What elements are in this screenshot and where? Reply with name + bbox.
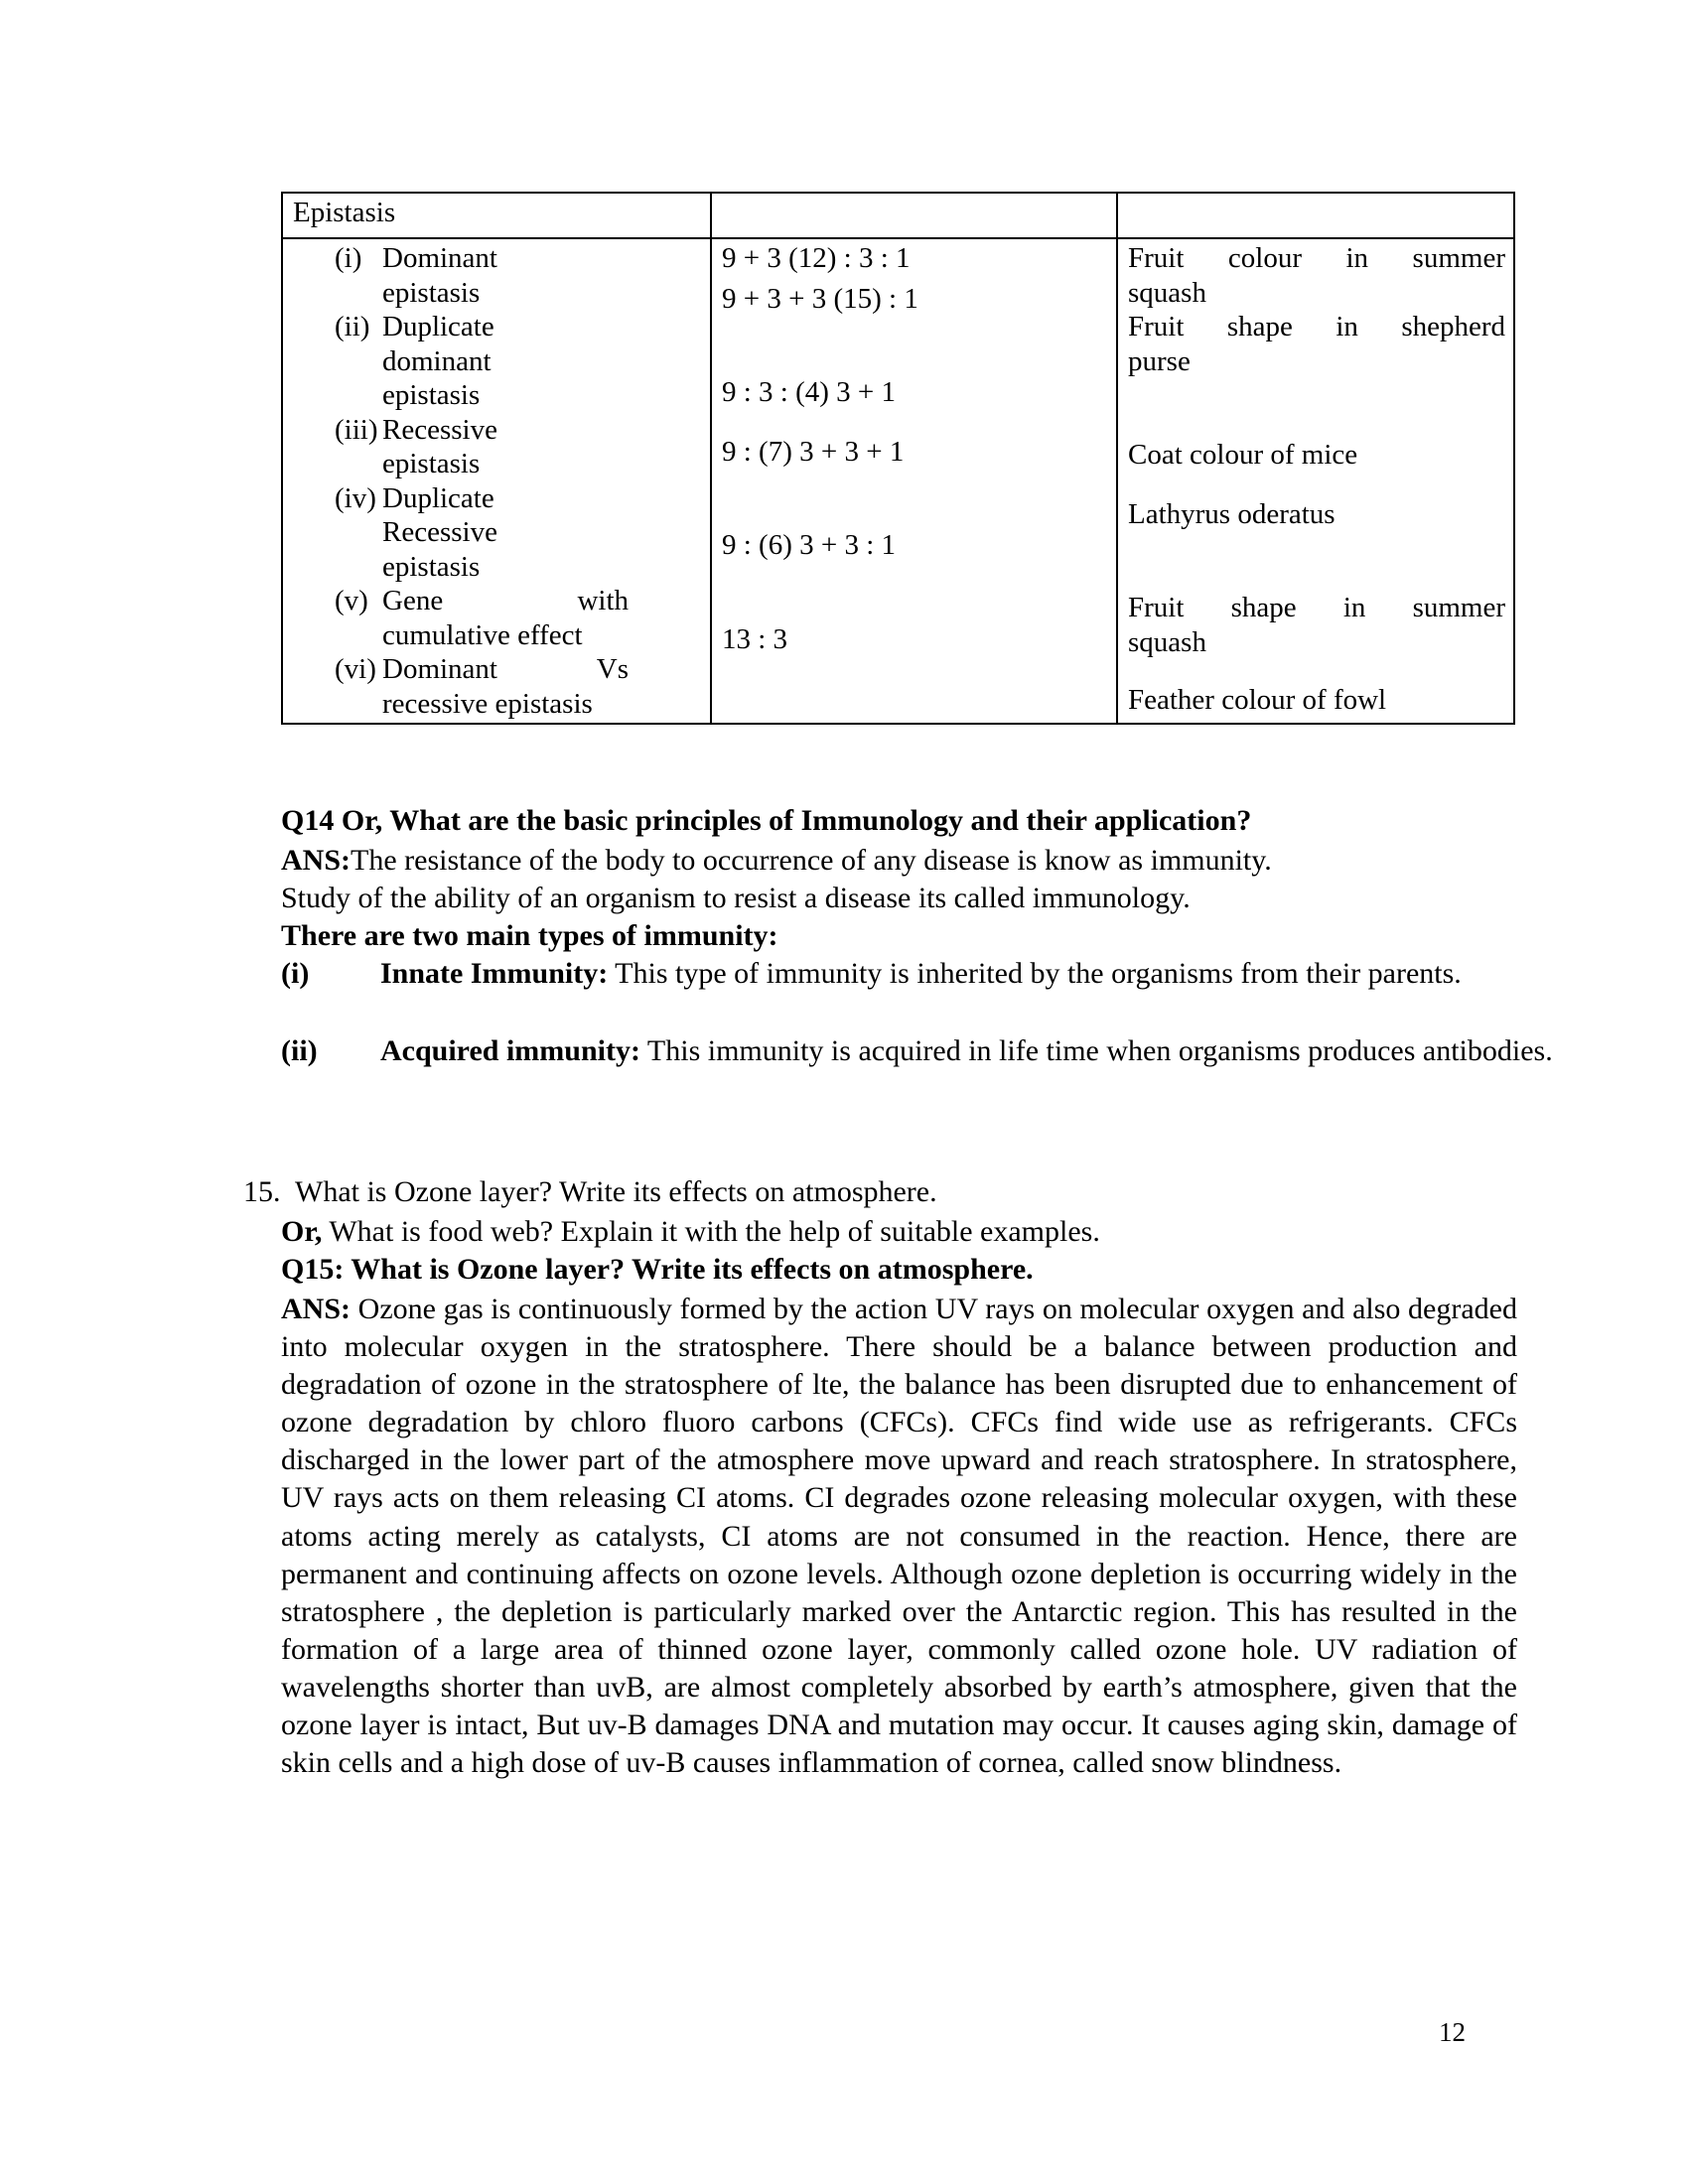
example-line1: Fruit colour in summer (1128, 242, 1505, 274)
row-label (382, 652, 629, 721)
row-label (382, 584, 629, 652)
q15-answer (281, 1291, 1517, 1782)
ratio-value: 9 : (6) 3 + 3 : 1 (722, 529, 897, 561)
row-label-line1: Dominant (382, 242, 497, 274)
example-value (1128, 473, 1505, 532)
table-header-cell-epistasis (282, 193, 711, 238)
row-entry-iv (293, 481, 702, 585)
row-label-line1b: with (577, 585, 629, 616)
example-line2: squash (1128, 276, 1206, 309)
example-line2: purse (1128, 344, 1191, 377)
ratio-value: 9 + 3 + 3 (15) : 1 (722, 282, 918, 315)
row-label-line1: Gene (382, 585, 444, 616)
q15-numbered-question (243, 1173, 1529, 1211)
row-number: (ii) (335, 311, 370, 342)
list-item-marker: (i) (281, 957, 310, 990)
row-number: (v) (335, 585, 368, 616)
list-item-term: Acquired immunity: (380, 1034, 640, 1067)
example-line1: Feather colour of fowl (1128, 684, 1387, 716)
row-number: (vi) (335, 653, 376, 685)
epistasis-table (281, 192, 1515, 725)
example-line1: Lathyrus oderatus (1128, 497, 1336, 530)
row-label-line3: epistasis (382, 379, 481, 411)
list-item (281, 955, 1617, 993)
example-value (1128, 310, 1505, 378)
ratio-value: 9 + 3 (12) : 3 : 1 (722, 242, 911, 274)
immunity-types-heading: There are two main types of immunity: (281, 919, 778, 952)
list-item-text: This immunity is acquired in life time when organisms produces antibodies. (639, 1034, 1553, 1067)
row-label-line1: Duplicate (382, 311, 494, 342)
row-label-line2: Recessive (382, 516, 497, 548)
list-item-marker: (ii) (281, 1034, 318, 1067)
row-label-line2: dominant (382, 344, 492, 377)
q15-alternate-question (281, 1213, 1517, 1251)
row-label (382, 310, 629, 413)
page-number: 12 (1439, 2017, 1466, 2047)
example-line2: squash (1128, 625, 1206, 658)
example-value (1128, 378, 1505, 473)
row-label (382, 481, 629, 585)
row-label (382, 241, 629, 310)
row-label-line1: Dominant (382, 653, 497, 685)
row-entry-iii (293, 413, 702, 481)
ratio-value: 9 : 3 : (4) 3 + 1 (722, 376, 897, 408)
or-text: What is food web? Explain it with the help of suitable examples. (322, 1215, 1100, 1248)
ratio-value: 9 : (7) 3 + 3 + 1 (722, 435, 905, 468)
q14-answer-line1 (281, 842, 1517, 880)
table-row (282, 238, 1514, 724)
table-cell-name (282, 238, 711, 724)
table-cell-ratios (711, 238, 1117, 724)
example-line1: Fruit shape in shepherd (1128, 311, 1505, 342)
q14-question: Q14 Or, What are the basic principles of Immunology and their application? (281, 804, 1252, 837)
ans-label: ANS: (281, 844, 352, 877)
example-line1: Coat colour of mice (1128, 439, 1358, 471)
list-item (281, 1032, 1617, 1070)
ans-text: The resistance of the body to occurrence of any disease is know as immunity. (351, 844, 1272, 877)
row-label-line3: epistasis (382, 550, 481, 583)
q15-number: 15. (243, 1175, 281, 1208)
list-item-text: This type of immunity is inherited by the organisms from their parents. (608, 957, 1462, 990)
table-header-row (282, 193, 1514, 238)
table-header-cell-example (1117, 193, 1514, 238)
row-label-line1: Recessive (382, 413, 497, 446)
example-line1: Fruit shape in summer (1128, 592, 1505, 623)
row-number: (i) (335, 242, 362, 274)
row-label-line1b: Vs (596, 653, 629, 685)
ans-text: Ozone gas is continuously formed by the action UV rays on molecular oxygen and also degraded into molecular oxygen in the stratosphere. There should be a balance between production and degradation of ozone in the stratosphere of lte, the balance has been disrupted due to enhancement of ozone degradation by chloro fluoro carbons (CFCs). CFCs find wide use as refrigerants. CFCs discharged in the lower part of the atmosphere move upward and reach stratosphere. In stratosphere, UV rays acts on them releasing CI atoms. CI degrades ozone releasing molecular oxygen, with these atoms acting merely as catalysts, CI atoms are not consumed in the reaction. Hence, there are permanent and continuing affects on ozone levels. Although ozone depletion is occurring widely in the stratosphere , the depletion is particularly marked over the Antarctic region. This has resulted in the formation of a large area of thinned ozone layer, commonly called ozone hole. UV radiation of wavelengths shorter than uvB, are almost completely absorbed by earth’s atmosphere, given that the ozone layer is intact, But uv-B damages DNA and mutation may occur. It causes aging skin, damage of skin cells and a high dose of uv-B causes inflammation of cornea, called snow blindness. (281, 1293, 1517, 1780)
table-cell-examples (1117, 238, 1514, 724)
row-label-line2: recessive epistasis (382, 687, 593, 720)
row-number: (iii) (335, 413, 378, 446)
row-label (382, 413, 629, 481)
q14-answer-line2: Study of the ability of an organism to resist a disease its called immunology. (281, 882, 1191, 914)
ratio-value: 13 : 3 (722, 622, 788, 655)
or-label: Or, (281, 1215, 323, 1248)
epistasis-table-container (281, 192, 1515, 725)
row-label-line2: epistasis (382, 276, 481, 309)
row-entry-ii (293, 310, 702, 413)
list-item-term: Innate Immunity: (380, 957, 609, 990)
q15-question-text: What is Ozone layer? Write its effects on atmosphere. (295, 1175, 937, 1208)
row-entry-i (293, 241, 702, 310)
row-label-line2: cumulative effect (382, 618, 583, 651)
row-number: (iv) (335, 481, 376, 514)
table-header-cell-ratio (711, 193, 1117, 238)
q15-heading: Q15: What is Ozone layer? Write its effects on atmosphere. (281, 1253, 1034, 1286)
row-label-line1: Duplicate (382, 481, 494, 514)
ans-label: ANS: (281, 1293, 352, 1325)
example-value (1128, 241, 1505, 310)
row-entry-vi (293, 652, 702, 721)
example-value (1128, 659, 1505, 718)
example-value (1128, 531, 1505, 659)
row-label-line2: epistasis (382, 448, 481, 479)
row-entry-v (293, 584, 702, 652)
table-header-label: Epistasis (293, 197, 396, 228)
